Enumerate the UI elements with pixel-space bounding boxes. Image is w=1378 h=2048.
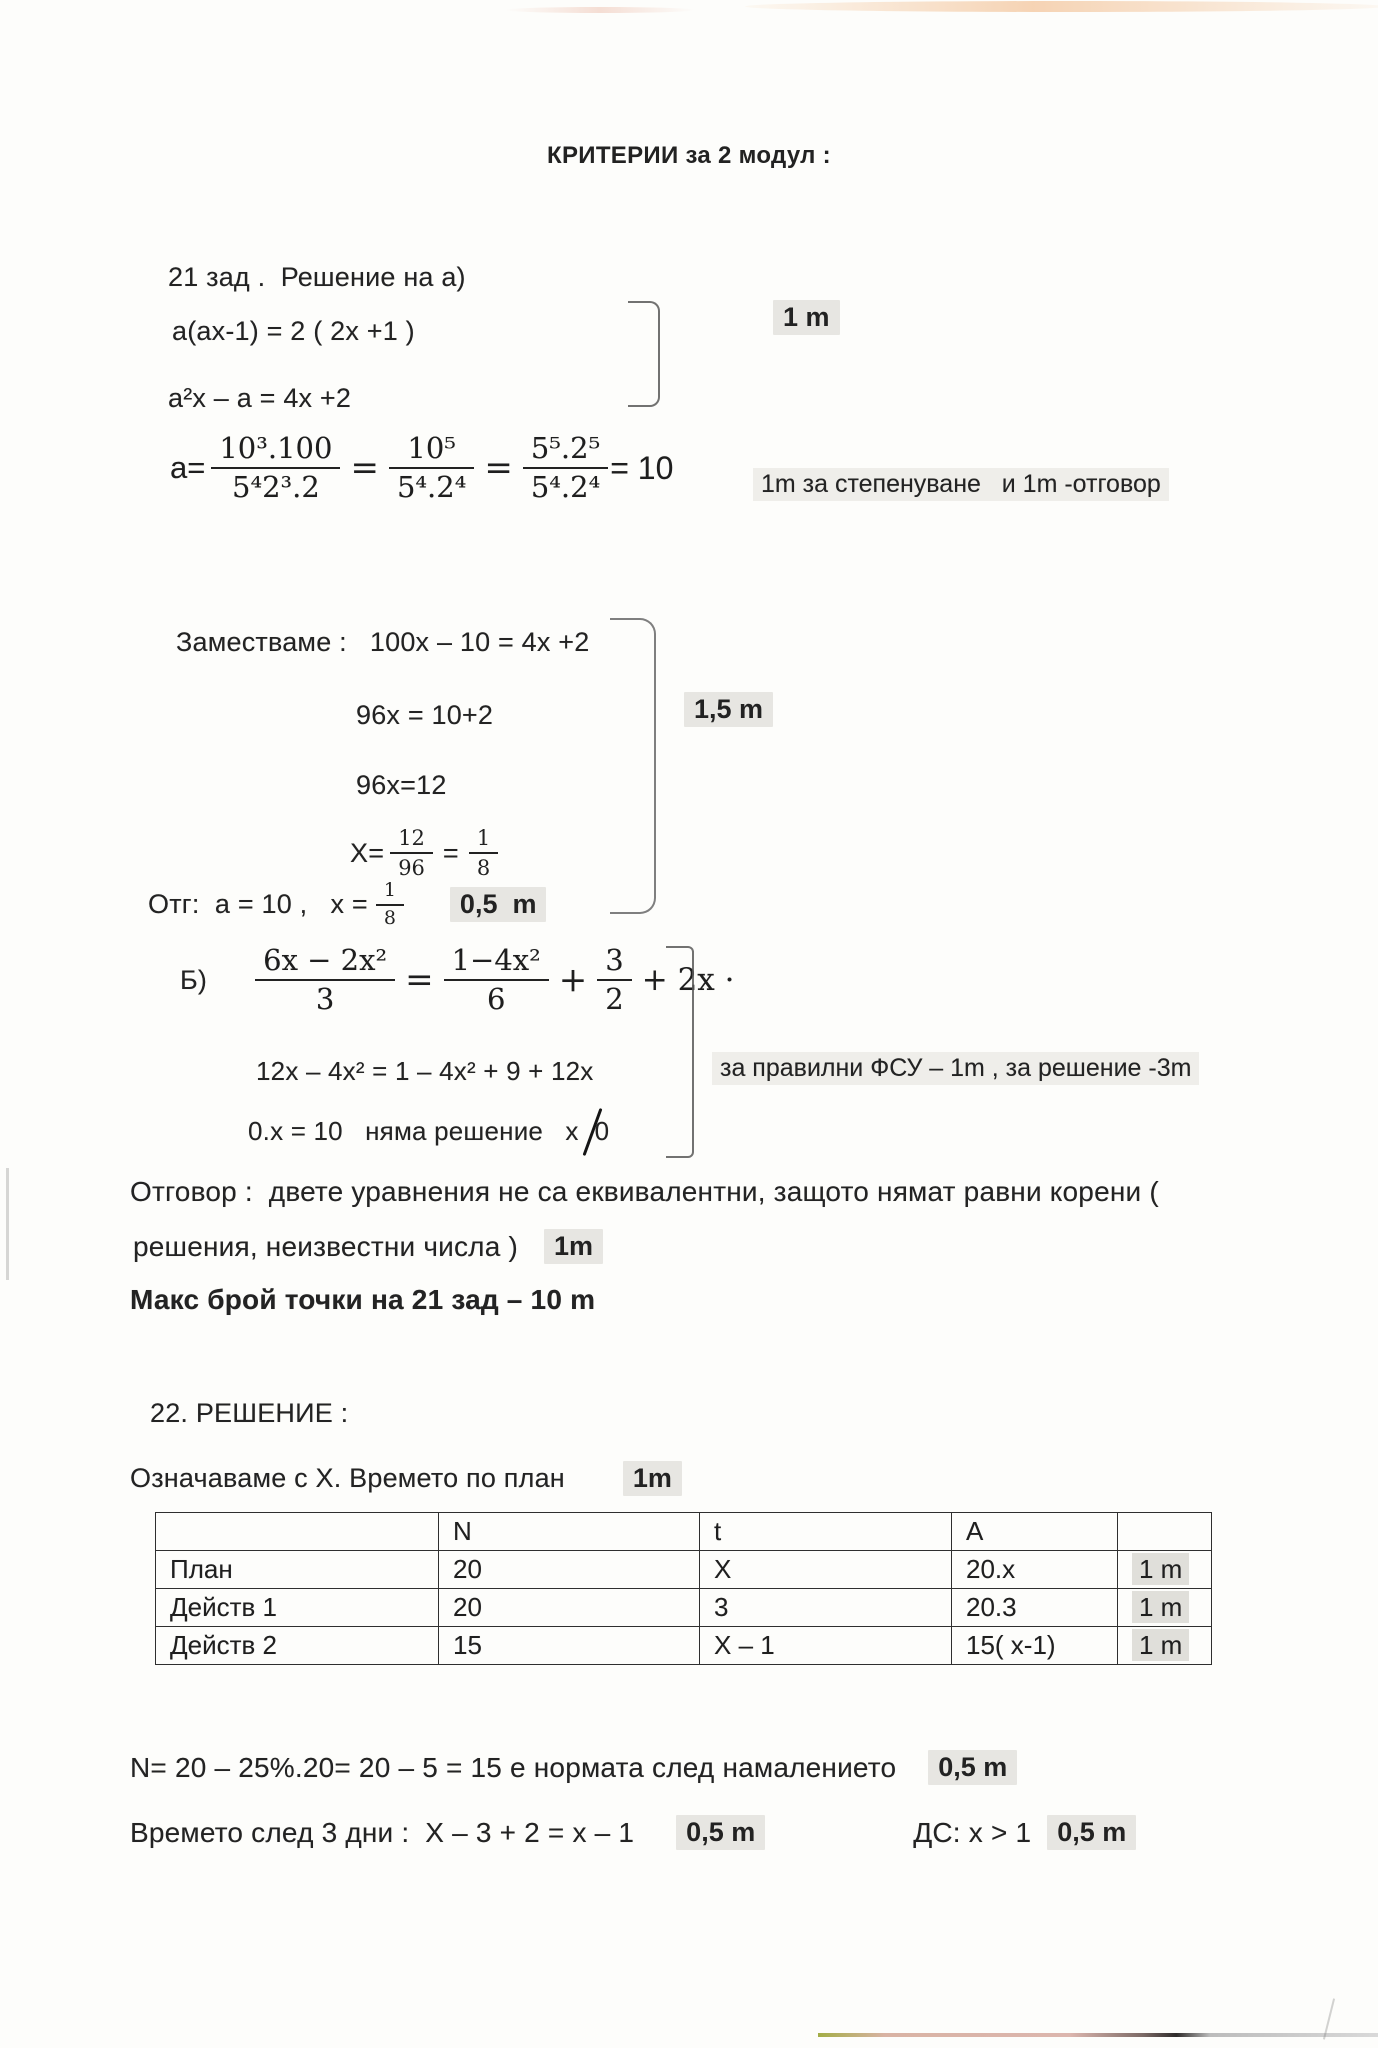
table-cell: 20.3 — [952, 1589, 1118, 1627]
no-solution-text: 0.х = 10 няма решение х — [248, 1116, 579, 1146]
time-line — [130, 1815, 1136, 1850]
table-header-cell: N — [439, 1513, 700, 1551]
score-note-part-b: за правилни ФСУ – 1m , за решение -3m — [712, 1052, 1199, 1085]
power-equation — [170, 432, 673, 505]
score-badge-denote: 1m — [623, 1461, 682, 1496]
norm-text: N= 20 – 25%.20= 20 – 5 = 15 е нормата след намалението — [130, 1751, 897, 1783]
part-b-line3 — [248, 1116, 609, 1147]
score-badge-norm: 0,5 m — [928, 1750, 1017, 1785]
table-cell: Х — [700, 1551, 952, 1589]
table-cell: 20.х — [952, 1551, 1118, 1589]
grouping-bracket-equations — [628, 301, 660, 407]
answer-text-line1: Отговор : двете уравнения не са еквивалентни, защото нямат равни корени ( — [130, 1176, 1159, 1207]
equals-sign: = — [350, 448, 379, 489]
table-header-cell — [156, 1513, 439, 1551]
fraction-12-96: $\frac{12}{96}$ — [390, 826, 433, 880]
table-row — [156, 1551, 1212, 1589]
fraction-b1: $\frac{\text{6х − 2х²}}{3}$ — [255, 944, 395, 1017]
table-cell: 3 — [700, 1589, 952, 1627]
x-lead: Х= — [350, 837, 385, 868]
part-b-line2: 12х – 4х² = 1 – 4х² + 9 + 12х — [256, 1056, 594, 1086]
score-cell-highlight: 1 m — [1132, 1553, 1189, 1585]
fraction-1-8: $\frac{1}{8}$ — [376, 880, 404, 930]
slashed-zero-symbol: 0 — [594, 1116, 610, 1146]
fraction-b3: $\frac{3}{2}$ — [597, 944, 631, 1017]
part-b-equation — [180, 944, 735, 1017]
table-cell: Действ 1 — [156, 1589, 439, 1627]
scan-streak-top-left — [505, 7, 695, 13]
answer-a-line — [148, 880, 546, 930]
domain-condition-text: ДС: х > 1 — [913, 1816, 1032, 1848]
score-badge-time: 0,5 m — [676, 1815, 765, 1850]
scan-mark-left-edge — [6, 1168, 9, 1280]
fraction-2: $\frac{\text{10⁵}}{\text{5⁴.2⁴}}$ — [389, 432, 474, 505]
part-b-label: Б) — [180, 964, 208, 995]
table-cell: Х – 1 — [700, 1627, 952, 1665]
fraction-1-8: $\frac{1}{8}$ — [469, 826, 498, 880]
grouping-bracket-substitution — [610, 618, 656, 914]
norm-line — [130, 1750, 1017, 1785]
max-points-line: Макс брой точки на 21 зад – 10 m — [130, 1284, 596, 1315]
denote-text: Означаваме с Х. Времето по план — [130, 1463, 565, 1493]
score-badge-equations: 1 m — [773, 300, 840, 335]
score-badge-answer-a: 0,5 m — [450, 887, 547, 922]
fraction-3: $\frac{\text{5⁵.2⁵}}{\text{5⁴.2⁴}}$ — [523, 432, 608, 505]
score-badge-substitution: 1,5 m — [684, 692, 773, 727]
scan-line-bottom — [818, 2033, 1378, 2037]
score-cell-highlight: 1 m — [1132, 1591, 1189, 1623]
score-note-power: 1m за степенуване и 1m -отговор — [753, 468, 1169, 501]
time-text: Времето след 3 дни : Х – 3 + 2 = х – 1 — [130, 1816, 635, 1848]
equals-sign: = — [405, 960, 434, 1001]
scan-streak-top-right — [745, 1, 1378, 12]
substitution-line2: 96х = 10+2 — [356, 700, 494, 730]
table-row — [156, 1627, 1212, 1665]
table-header-row — [156, 1513, 1212, 1551]
answer-text-line2 — [133, 1229, 603, 1264]
table-cell — [1118, 1551, 1212, 1589]
plus-sign: + — [558, 960, 588, 1001]
part-b-tail: + 2х · — [641, 962, 735, 999]
page-title: КРИТЕРИИ за 2 модул : — [547, 142, 831, 169]
fraction-b2: $\frac{\text{1−4х²}}{6}$ — [444, 944, 549, 1017]
substitution-line3: 96х=12 — [356, 770, 447, 800]
grouping-bracket-part-b — [666, 946, 694, 1158]
table-header-cell: А — [952, 1513, 1118, 1551]
table-cell: 15 — [439, 1627, 700, 1665]
denote-line — [130, 1461, 682, 1496]
power-eq-lead: a= — [170, 450, 206, 486]
table-row — [156, 1589, 1212, 1627]
table-cell — [1118, 1589, 1212, 1627]
equals-sign: = — [442, 837, 459, 868]
table-cell: Действ 2 — [156, 1627, 439, 1665]
score-badge-answer-text: 1m — [544, 1229, 603, 1264]
substitution-line1: Заместваме : 100х – 10 = 4х +2 — [176, 627, 590, 657]
table-header-cell — [1118, 1513, 1212, 1551]
solution-table — [155, 1512, 1212, 1665]
score-cell-highlight: 1 m — [1132, 1629, 1189, 1661]
problem-21-heading: 21 зад . Решение на а) — [168, 262, 466, 292]
substitution-line4 — [350, 826, 498, 880]
table-cell: 20 — [439, 1589, 700, 1627]
table-cell: 15( х-1) — [952, 1627, 1118, 1665]
score-badge-domain: 0,5 m — [1047, 1815, 1136, 1850]
power-eq-result: = 10 — [610, 449, 674, 486]
table-cell: 20 — [439, 1551, 700, 1589]
answer-text: решения, неизвестни числа ) — [133, 1230, 518, 1262]
scan-scratch-bottom-right — [1323, 1998, 1335, 2039]
fraction-1: $\frac{\text{10³.100}}{\text{5⁴2³.2}}$ — [211, 432, 340, 505]
table-header-cell: t — [700, 1513, 952, 1551]
equals-sign: = — [484, 448, 513, 489]
equation-a-line1: а(ах-1) = 2 ( 2х +1 ) — [172, 316, 415, 346]
answer-a-lead: Отг: а = 10 , х = — [148, 889, 368, 920]
table-cell — [1118, 1627, 1212, 1665]
equation-a-line2: а²х – а = 4х +2 — [168, 383, 352, 413]
table-cell: План — [156, 1551, 439, 1589]
problem-22-heading: 22. РЕШЕНИЕ : — [150, 1398, 349, 1428]
